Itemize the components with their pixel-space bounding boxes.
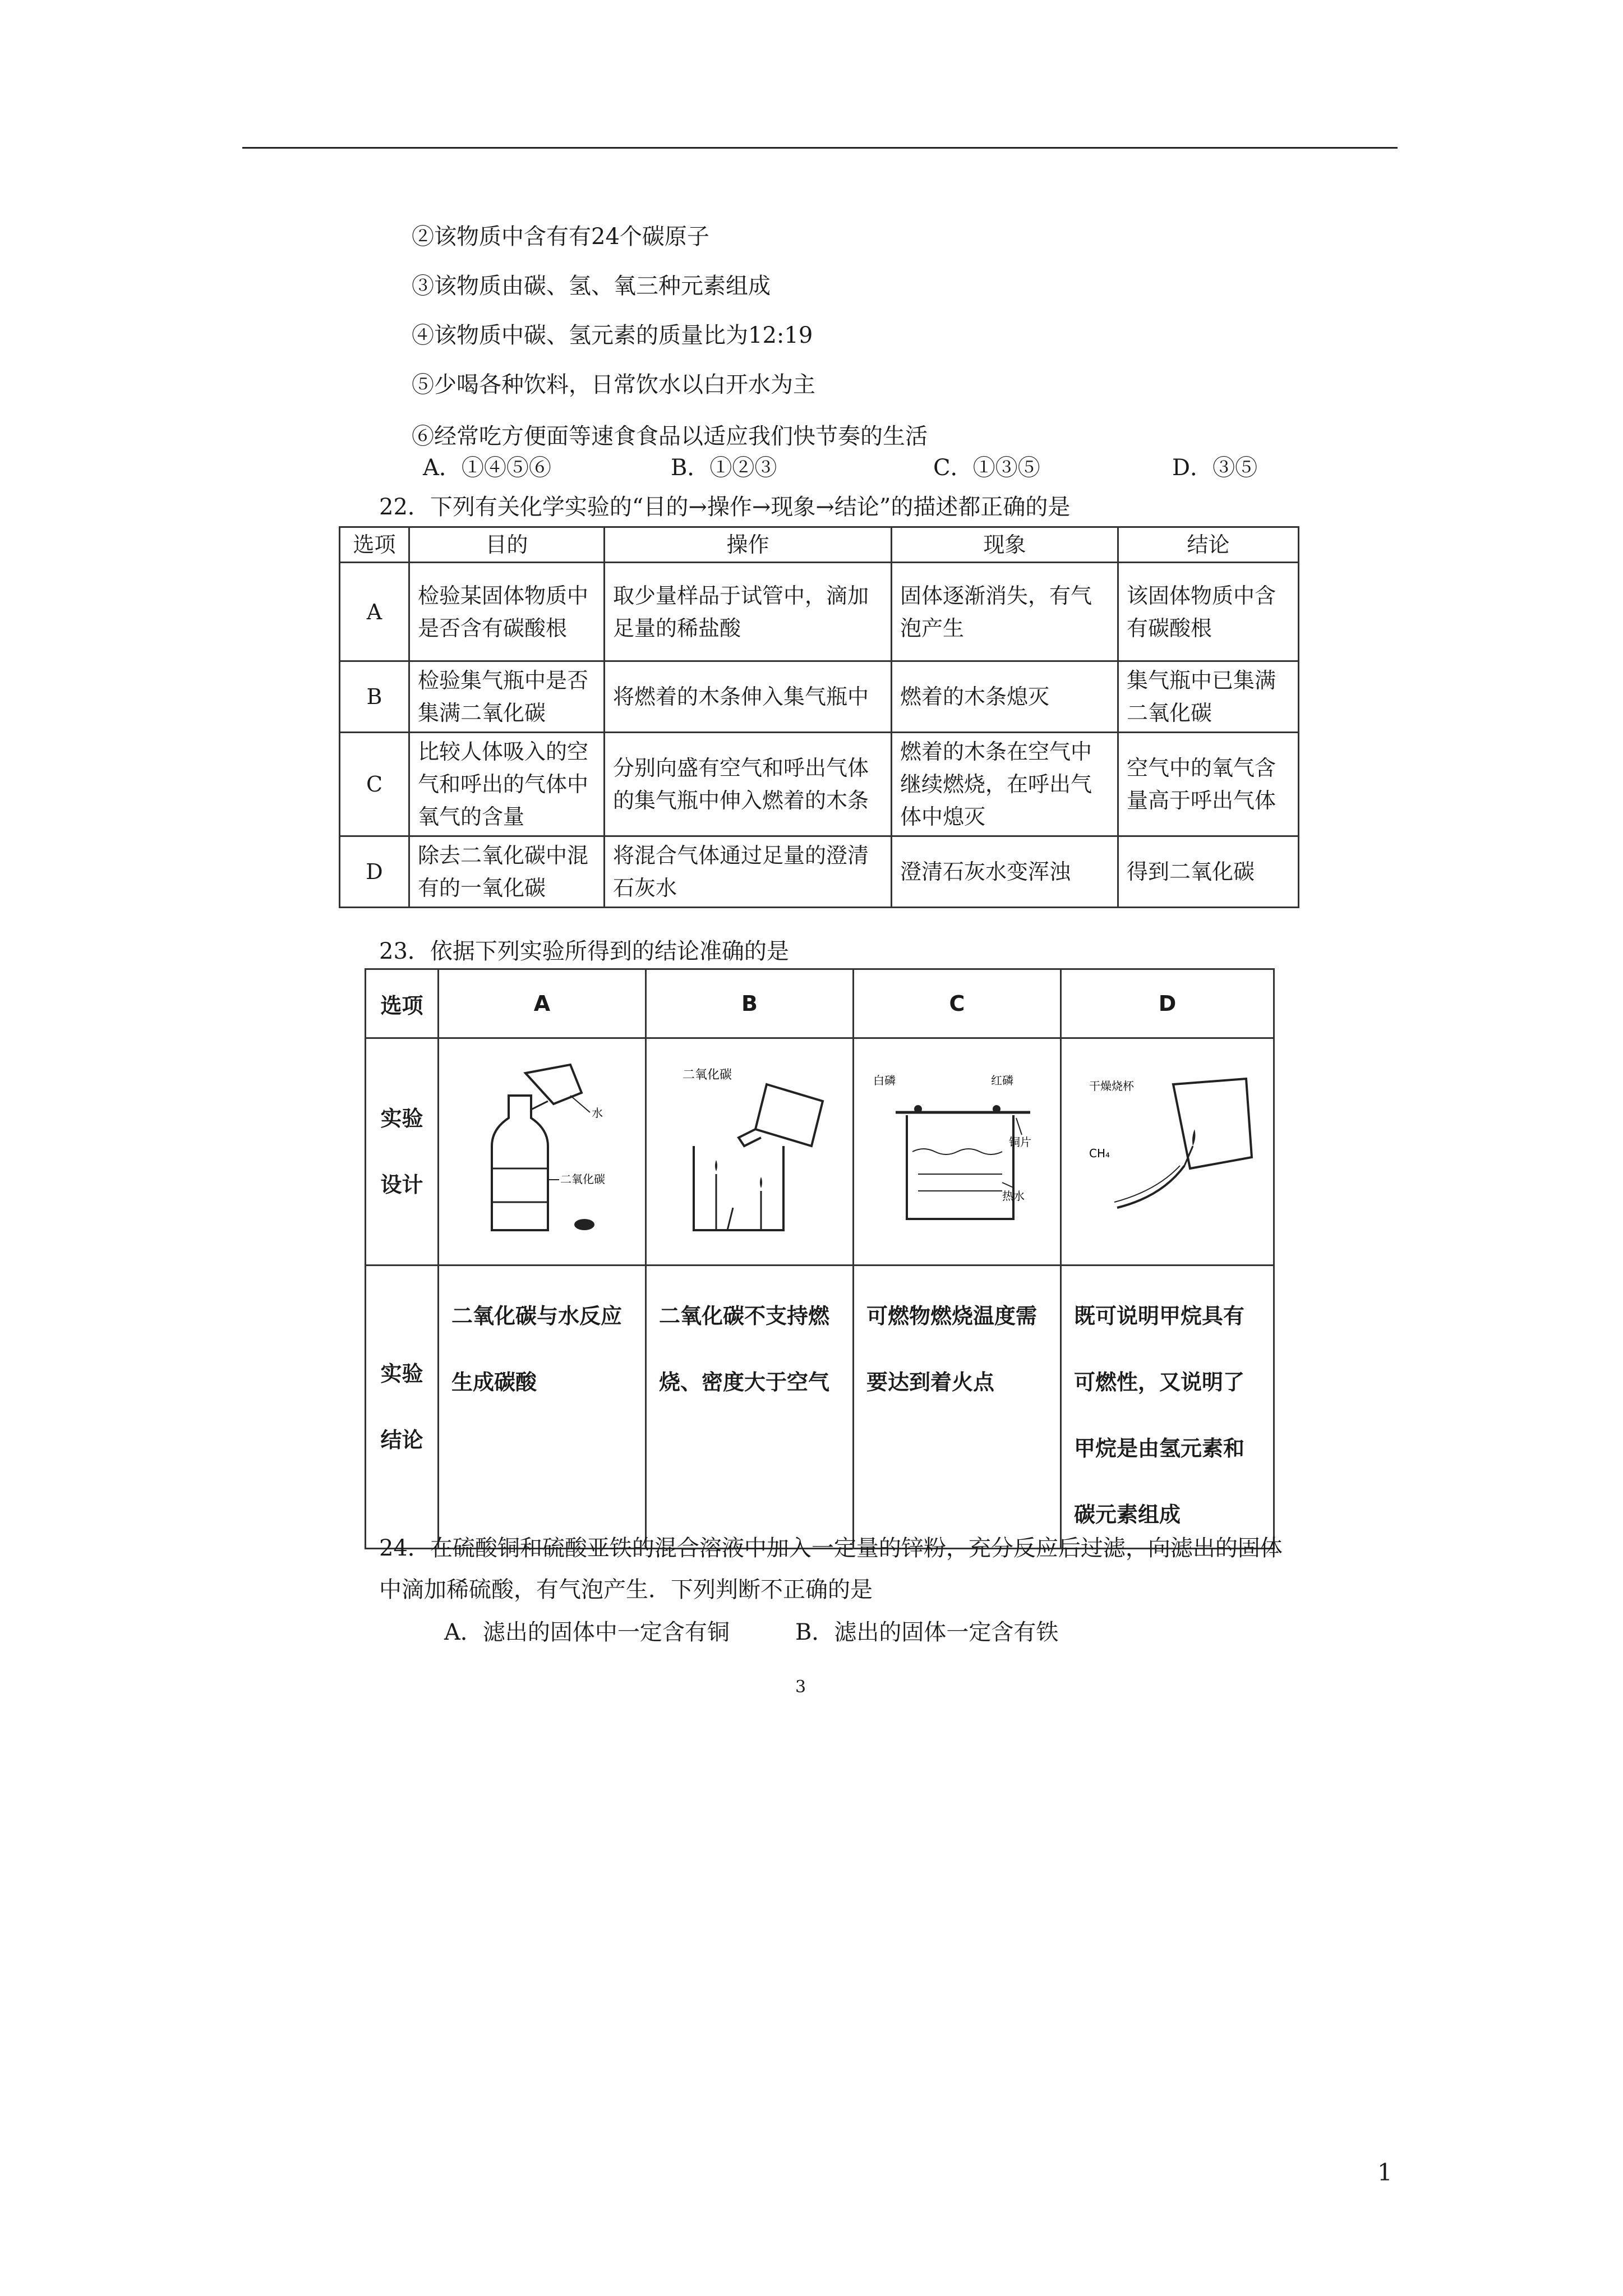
white-phosphorus-label: 白磷 [873,1074,896,1087]
q22-cell: 除去二氧化碳中混有的一氧化碳 [409,836,605,908]
q24-stem-line1: 24．在硫酸铜和硫酸亚铁的混合溶液中加入一定量的锌粉，充分反应后过滤，向滤出的固体 [379,1535,1283,1561]
inner-page-mark: 3 [795,1677,806,1697]
q23-header-row [366,969,1274,1038]
q22-header-row [340,527,1299,563]
q22-cell: C [340,733,409,836]
q23-conclusion-c [854,1266,1061,1549]
q23-design-row [366,1038,1274,1266]
q22-row-c [340,733,1299,836]
q22-header-option: 选项 [340,527,409,563]
q22-cell: D [340,836,409,908]
co2-label: 二氧化碳 [682,1068,732,1082]
q22-cell: A [340,563,409,661]
q23-conclusion-label [366,1266,439,1549]
q24-stem-line2: 中滴加稀硫酸，有气泡产生．下列判断不正确的是 [379,1577,873,1603]
q22-header-conclusion: 结论 [1118,527,1299,563]
conclusion-line: 碳元素组成 [1074,1502,1181,1527]
q23-design-label-line: 设计 [380,1172,423,1197]
conclusion-line: 生成碳酸 [451,1370,537,1395]
conclusion-line: 甲烷是由氢元素和 [1074,1436,1245,1461]
conclusion-line: 二氧化碳不支持燃 [659,1304,830,1328]
q22-cell: 将混合气体通过足量的澄清石灰水 [605,836,892,908]
q22-cell: 集气瓶中已集满二氧化碳 [1118,661,1299,733]
q23-design-d [1061,1038,1274,1266]
q23-table [365,968,1275,1549]
q21-item-2: ②该物质中含有有24个碳原子 [412,224,709,250]
red-phosphorus-label: 红磷 [990,1074,1013,1087]
q21-item-6: ⑥经常吃方便面等速食食品以适应我们快节奏的生活 [412,424,928,449]
lid [574,1219,594,1230]
q23-header-d: D [1061,969,1274,1038]
conclusion-line: 二氧化碳与水反应 [451,1304,623,1328]
q23-header-c: C [854,969,1061,1038]
pour-co2-diagram [654,1062,845,1241]
q23-header-a: A [439,969,646,1038]
q22-cell: 得到二氧化碳 [1118,836,1299,908]
q22-cell: 空气中的氧气含量高于呼出气体 [1118,733,1299,836]
q22-row-b [340,661,1299,733]
copper-plate-label: 铜片 [1008,1135,1031,1149]
q23-design-a [439,1038,646,1266]
q21-option-d: D．③⑤ [1172,455,1258,481]
conclusion-line: 烧、密度大于空气 [659,1370,830,1395]
conclusion-line: 可燃物燃烧温度需 [866,1304,1038,1328]
q22-stem: 22．下列有关化学实验的“目的→操作→现象→结论”的描述都正确的是 [379,494,1071,520]
q22-cell: 检验集气瓶中是否集满二氧化碳 [409,661,605,733]
q23-design-c [854,1038,1061,1266]
q22-cell: 固体逐渐消失，有气泡产生 [892,563,1118,661]
q23-conclusion-d [1061,1266,1274,1549]
q22-header-purpose: 目的 [409,527,605,563]
water-label: 水 [591,1106,603,1120]
conclusion-line: 可燃性，又说明了 [1074,1370,1245,1395]
q22-cell: 检验某固体物质中是否含有碳酸根 [409,563,605,661]
conclusion-line: 要达到着火点 [866,1370,995,1395]
q22-cell: 分别向盛有空气和呼出气体的集气瓶中伸入燃着的木条 [605,733,892,836]
q24-option-a: A．滤出的固体中一定含有铜 [444,1619,730,1645]
q23-stem: 23．依据下列实验所得到的结论准确的是 [379,938,789,964]
dry-beaker-label: 干燥烧杯 [1089,1079,1134,1093]
q24-option-b: B．滤出的固体一定含有铁 [795,1619,1059,1645]
q21-item-5: ⑤少喝各种饮料，日常饮水以白开水为主 [412,372,815,398]
q22-row-d [340,836,1299,908]
q23-conclusion-a [439,1266,646,1549]
page-number: 1 [1377,2159,1393,2186]
q23-conclusion-b [646,1266,854,1549]
q22-header-phenomenon: 现象 [892,527,1118,563]
q23-design-b [646,1038,854,1266]
q22-cell: 燃着的木条熄灭 [892,661,1118,733]
q22-cell: 将燃着的木条伸入集气瓶中 [605,661,892,733]
q21-option-b: B．①②③ [671,455,777,481]
bottle-experiment-diagram [447,1062,638,1241]
co2-label: 二氧化碳 [560,1172,605,1186]
hot-water-label: 热水 [1002,1189,1025,1203]
q23-design-label [366,1038,439,1266]
q23-conclusion-label-line: 结论 [380,1428,423,1452]
q23-design-label-line: 实验 [380,1106,423,1131]
q23-header-option: 选项 [366,969,439,1038]
q22-cell: 取少量样品于试管中，滴加足量的稀盐酸 [605,563,892,661]
q22-cell: 该固体物质中含有碳酸根 [1118,563,1299,661]
q22-cell: B [340,661,409,733]
q21-option-a: A．①④⑤⑥ [423,455,551,481]
conclusion-line: 既可说明甲烷具有 [1074,1304,1245,1328]
q21-item-3: ③该物质由碳、氢、氧三种元素组成 [412,273,771,299]
q21-option-c: C．①③⑤ [933,455,1040,481]
q22-cell: 比较人体吸入的空气和呼出的气体中氧气的含量 [409,733,605,836]
methane-label: CH₄ [1089,1147,1110,1160]
methane-combustion-diagram [1072,1062,1263,1241]
q23-header-b: B [646,969,854,1038]
q21-item-4: ④该物质中碳、氢元素的质量比为12:19 [412,323,813,348]
q22-header-operation: 操作 [605,527,892,563]
phosphorus-combustion-diagram [862,1062,1053,1241]
q22-cell: 澄清石灰水变浑浊 [892,836,1118,908]
q22-row-a [340,563,1299,661]
q22-cell: 燃着的木条在空气中继续燃烧，在呼出气体中熄灭 [892,733,1118,836]
q23-conclusion-label-line: 实验 [380,1361,423,1386]
q22-table [339,526,1299,908]
header-rule [242,147,1398,149]
q23-conclusion-row [366,1266,1274,1549]
